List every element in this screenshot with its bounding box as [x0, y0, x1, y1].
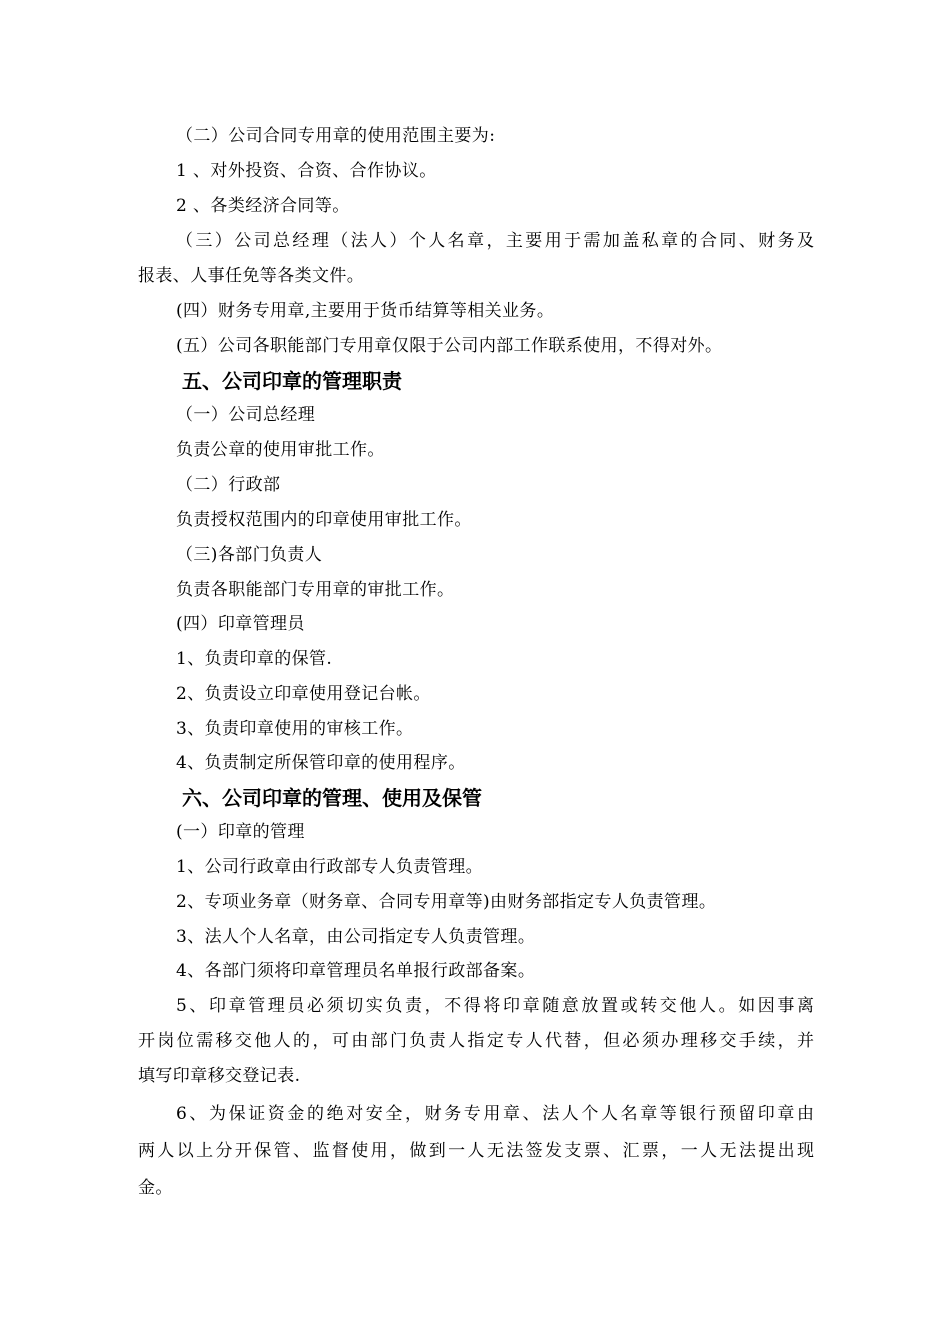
list-item: 1、负责印章的保管. — [176, 649, 333, 669]
section5-sub4-title: (四）印章管理员 — [176, 614, 305, 634]
item5-line3: 填写印章移交登记表. — [138, 1066, 301, 1086]
item3-line1: （三）公司总经理（法人）个人名章，主要用于需加盖私章的合同、财务及 — [176, 231, 814, 251]
list-item: 2、专项业务章（财务章、合同专用章等)由财务部指定专人负责管理。 — [176, 892, 717, 912]
section5-sub2-title: （二）行政部 — [176, 475, 281, 495]
list-item: 2、负责设立印章使用登记台帐。 — [176, 684, 431, 704]
section6-sub1-title: (一）印章的管理 — [176, 822, 305, 842]
item5: (五）公司各职能部门专用章仅限于公司内部工作联系使用，不得对外。 — [176, 336, 723, 356]
section5-sub3-title: （三)各部门负责人 — [176, 545, 323, 565]
list-item: 3、负责印章使用的审核工作。 — [176, 719, 414, 739]
section5-sub1-title: （一）公司总经理 — [176, 405, 316, 425]
section5-sub3-text: 负责各职能部门专用章的审批工作。 — [176, 580, 455, 600]
item4: (四）财务专用章,主要用于货币结算等相关业务。 — [176, 301, 555, 321]
item6-line1: 6、为保证资金的绝对安全，财务专用章、法人个人名章等银行预留印章由 — [176, 1104, 814, 1124]
section6-heading: 六、公司印章的管理、使用及保管 — [182, 786, 482, 810]
section5-sub2-text: 负责授权范围内的印章使用审批工作。 — [176, 510, 472, 530]
item2-sub2: 2 、各类经济合同等。 — [176, 196, 350, 216]
list-item: 3、法人个人名章，由公司指定专人负责管理。 — [176, 927, 536, 947]
item6-line2: 两人以上分开保管、监督使用，做到一人无法签发支票、汇票，一人无法提出现 — [138, 1141, 814, 1161]
item5-line2: 开岗位需移交他人的，可由部门负责人指定专人代替，但必须办理移交手续，并 — [138, 1031, 814, 1051]
item6-line3: 金。 — [138, 1178, 173, 1198]
item2-title: （二）公司合同专用章的使用范围主要为: — [176, 126, 496, 146]
section5-sub1-text: 负责公章的使用审批工作。 — [176, 440, 385, 460]
section5-heading: 五、公司印章的管理职责 — [182, 369, 402, 393]
item2-sub1: 1 、对外投资、合资、合作协议。 — [176, 161, 437, 181]
item3-line2: 报表、人事任免等各类文件。 — [138, 266, 365, 286]
list-item: 1、公司行政章由行政部专人负责管理。 — [176, 857, 484, 877]
item5-line1: 5、印章管理员必须切实负责，不得将印章随意放置或转交他人。如因事离 — [176, 996, 814, 1016]
list-item: 4、各部门须将印章管理员名单报行政部备案。 — [176, 961, 536, 981]
list-item: 4、负责制定所保管印章的使用程序。 — [176, 753, 466, 773]
